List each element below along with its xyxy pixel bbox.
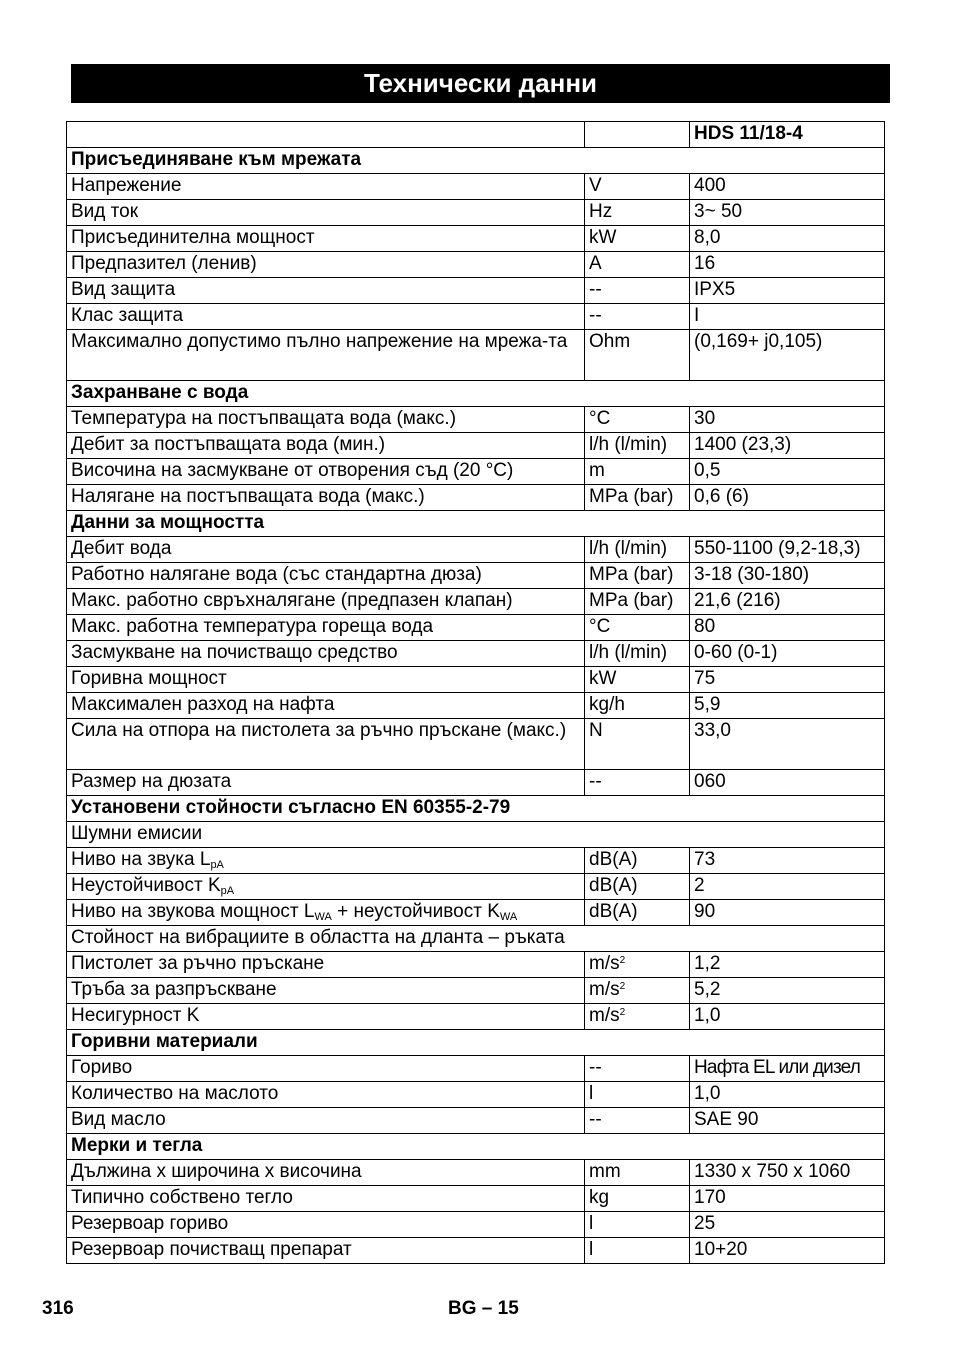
- table-row: [67, 459, 885, 485]
- label-subscript: WA: [499, 911, 518, 923]
- row-value: 170: [690, 1186, 885, 1212]
- section-water-heading: [67, 381, 885, 407]
- row-unit: Ohm: [585, 330, 690, 381]
- row-label: Размер на дюзата: [67, 770, 585, 796]
- row-unit: --: [585, 304, 690, 330]
- row-label: Макс. работно свръхналягане (предпазен клапан): [67, 589, 585, 615]
- row-value: 2: [690, 874, 885, 900]
- row-unit: l: [585, 1212, 690, 1238]
- row-unit: MPa (bar): [585, 485, 690, 511]
- section-page-label: BG – 15: [448, 1298, 519, 1319]
- row-value: SAE 90: [690, 1108, 885, 1134]
- row-value: Нафта EL или дизел: [690, 1056, 885, 1082]
- row-label: [67, 848, 585, 874]
- row-label: Тръба за разпръскване: [67, 978, 585, 1004]
- row-value: 30: [690, 407, 885, 433]
- row-label: Засмукване на почистващо средство: [67, 641, 585, 667]
- row-label: Пистолет за ръчно пръскане: [67, 952, 585, 978]
- row-value: 25: [690, 1212, 885, 1238]
- row-unit: l/h (l/min): [585, 537, 690, 563]
- table-row: [67, 1056, 885, 1082]
- row-value: 3-18 (30-180): [690, 563, 885, 589]
- row-unit: kW: [585, 667, 690, 693]
- section-heading: Горивни материали: [67, 1030, 885, 1056]
- table-row: [67, 278, 885, 304]
- table-row: [67, 1082, 885, 1108]
- row-unit: [585, 1004, 690, 1030]
- table-row: [67, 433, 885, 459]
- row-label: Максимален разход на нафта: [67, 693, 585, 719]
- row-label: Дебит вода: [67, 537, 585, 563]
- row-unit: °C: [585, 407, 690, 433]
- subsection-heading: Стойност на вибрациите в областта на дланта – ръката: [67, 926, 885, 952]
- row-label: Височина на засмукване от отворения съд (20 °C): [67, 459, 585, 485]
- table-row: [67, 952, 885, 978]
- row-label: Гориво: [67, 1056, 585, 1082]
- row-unit: dB(A): [585, 874, 690, 900]
- unit-text: m/s: [589, 953, 620, 974]
- label-subscript: pA: [210, 859, 224, 871]
- row-label: Количество на маслото: [67, 1082, 585, 1108]
- row-label: Температура на постъпващата вода (макс.): [67, 407, 585, 433]
- row-unit: V: [585, 174, 690, 200]
- row-value: 80: [690, 615, 885, 641]
- label-subscript: WA: [314, 911, 332, 923]
- table-row: [67, 641, 885, 667]
- row-unit: kW: [585, 226, 690, 252]
- table-row: [67, 330, 885, 381]
- row-label: Дължина x широчина x височина: [67, 1160, 585, 1186]
- row-unit: [585, 978, 690, 1004]
- row-value: 1400 (23,3): [690, 433, 885, 459]
- row-value: (0,169+ j0,105): [690, 330, 885, 381]
- row-value: 90: [690, 900, 885, 926]
- header-blank-cell: [585, 122, 690, 148]
- row-unit: kg/h: [585, 693, 690, 719]
- table-row: [67, 1004, 885, 1030]
- row-value: 1,2: [690, 952, 885, 978]
- row-label: Напрежение: [67, 174, 585, 200]
- table-row: [67, 693, 885, 719]
- label-subscript: pA: [220, 885, 235, 897]
- row-unit: N: [585, 719, 690, 770]
- row-label: Сила на отпора на пистолета за ръчно пръскане (макс.): [67, 719, 585, 770]
- row-value: 5,2: [690, 978, 885, 1004]
- unit-text: m/s: [589, 979, 620, 1000]
- table-row: [67, 1238, 885, 1264]
- row-unit: --: [585, 278, 690, 304]
- row-value: 0-60 (0-1): [690, 641, 885, 667]
- table-row: [67, 667, 885, 693]
- row-label: Максимално допустимо пълно напрежение на мрежа-та: [67, 330, 585, 381]
- row-label: Резервоар гориво: [67, 1212, 585, 1238]
- row-unit: kg: [585, 1186, 690, 1212]
- row-unit: MPa (bar): [585, 563, 690, 589]
- page-title: Технически данни: [71, 64, 890, 103]
- table-row: [67, 563, 885, 589]
- row-value: 1,0: [690, 1004, 885, 1030]
- row-label: Несигурност K: [67, 1004, 585, 1030]
- table-row: [67, 770, 885, 796]
- table-row: [67, 1160, 885, 1186]
- row-label: Резервоар почистващ препарат: [67, 1238, 585, 1264]
- label-text: Ниво на звука L: [71, 849, 211, 870]
- row-value: 0,6 (6): [690, 485, 885, 511]
- header-blank-cell: [67, 122, 585, 148]
- page-number: 316: [42, 1298, 74, 1319]
- table-row: [67, 537, 885, 563]
- row-unit: Hz: [585, 200, 690, 226]
- section-heading: Присъединяване към мрежата: [67, 148, 885, 174]
- table-row: [67, 848, 885, 874]
- subsection-heading: Шумни емисии: [67, 822, 885, 848]
- table-row: [67, 615, 885, 641]
- row-value: 21,6 (216): [690, 589, 885, 615]
- table-row: [67, 252, 885, 278]
- section-values-heading: [67, 796, 885, 822]
- row-label: Присъединителна мощност: [67, 226, 585, 252]
- table-row: [67, 719, 885, 770]
- table-row: [67, 900, 885, 926]
- row-unit: l/h (l/min): [585, 641, 690, 667]
- table-row: [67, 1212, 885, 1238]
- section-performance-heading: [67, 511, 885, 537]
- table-row: [67, 304, 885, 330]
- row-label: [67, 874, 585, 900]
- section-dimensions-heading: [67, 1134, 885, 1160]
- row-value: 33,0: [690, 719, 885, 770]
- table-row: [67, 874, 885, 900]
- table-row: [67, 1186, 885, 1212]
- row-unit: --: [585, 770, 690, 796]
- section-heading: Захранване с вода: [67, 381, 885, 407]
- row-label: Клас защита: [67, 304, 585, 330]
- row-value: 5,9: [690, 693, 885, 719]
- table-row: [67, 200, 885, 226]
- table-header-row: [67, 122, 885, 148]
- row-value: 0,5: [690, 459, 885, 485]
- row-unit: °C: [585, 615, 690, 641]
- row-label: Предпазител (ленив): [67, 252, 585, 278]
- row-label: Вид защита: [67, 278, 585, 304]
- row-value: 16: [690, 252, 885, 278]
- label-text: Неустойчивост K: [71, 875, 221, 896]
- table-row: [67, 174, 885, 200]
- row-value: 10+20: [690, 1238, 885, 1264]
- section-heading: Мерки и тегла: [67, 1134, 885, 1160]
- unit-superscript: 2: [619, 981, 626, 992]
- row-label: Типично собствено тегло: [67, 1186, 585, 1212]
- unit-superscript: 2: [619, 1007, 626, 1018]
- table-row: [67, 407, 885, 433]
- row-value: 400: [690, 174, 885, 200]
- row-unit: --: [585, 1108, 690, 1134]
- technical-data-table: [66, 121, 885, 1264]
- table-row: [67, 485, 885, 511]
- row-unit: l: [585, 1238, 690, 1264]
- row-unit: [585, 952, 690, 978]
- row-label: Дебит за постъпващата вода (мин.): [67, 433, 585, 459]
- row-value: 73: [690, 848, 885, 874]
- label-text: + неустойчивост K: [331, 901, 500, 922]
- row-label: Макс. работна температура гореща вода: [67, 615, 585, 641]
- label-text: Ниво на звукова мощност L: [71, 901, 315, 922]
- row-label: Вид масло: [67, 1108, 585, 1134]
- unit-text: m/s: [589, 1005, 620, 1026]
- table-row: [67, 589, 885, 615]
- row-unit: mm: [585, 1160, 690, 1186]
- row-unit: dB(A): [585, 848, 690, 874]
- row-value: 75: [690, 667, 885, 693]
- row-label: Вид ток: [67, 200, 585, 226]
- model-name: HDS 11/18-4: [690, 122, 885, 148]
- row-unit: l: [585, 1082, 690, 1108]
- row-unit: --: [585, 1056, 690, 1082]
- section-mains-heading: [67, 148, 885, 174]
- section-heading: Данни за мощността: [67, 511, 885, 537]
- row-unit: MPa (bar): [585, 589, 690, 615]
- table-row: [67, 978, 885, 1004]
- row-label: Горивна мощност: [67, 667, 585, 693]
- row-value: 060: [690, 770, 885, 796]
- row-value: 1330 x 750 x 1060: [690, 1160, 885, 1186]
- row-value: 550-1100 (9,2-18,3): [690, 537, 885, 563]
- row-label: Налягане на постъпващата вода (макс.): [67, 485, 585, 511]
- row-unit: dB(A): [585, 900, 690, 926]
- row-value: 3~ 50: [690, 200, 885, 226]
- unit-superscript: 2: [619, 955, 626, 966]
- row-unit: m: [585, 459, 690, 485]
- section-fuels-heading: [67, 1030, 885, 1056]
- section-heading: Установени стойности съгласно EN 60355-2-79: [67, 796, 885, 822]
- row-value: 8,0: [690, 226, 885, 252]
- row-value: I: [690, 304, 885, 330]
- row-unit: A: [585, 252, 690, 278]
- table-row: [67, 226, 885, 252]
- row-value: 1,0: [690, 1082, 885, 1108]
- row-value: IPX5: [690, 278, 885, 304]
- vibration-heading: [67, 926, 885, 952]
- table-row: [67, 1108, 885, 1134]
- row-unit: l/h (l/min): [585, 433, 690, 459]
- row-label: Работно налягане вода (със стандартна дюза): [67, 563, 585, 589]
- noise-emissions-heading: [67, 822, 885, 848]
- row-label: [67, 900, 585, 926]
